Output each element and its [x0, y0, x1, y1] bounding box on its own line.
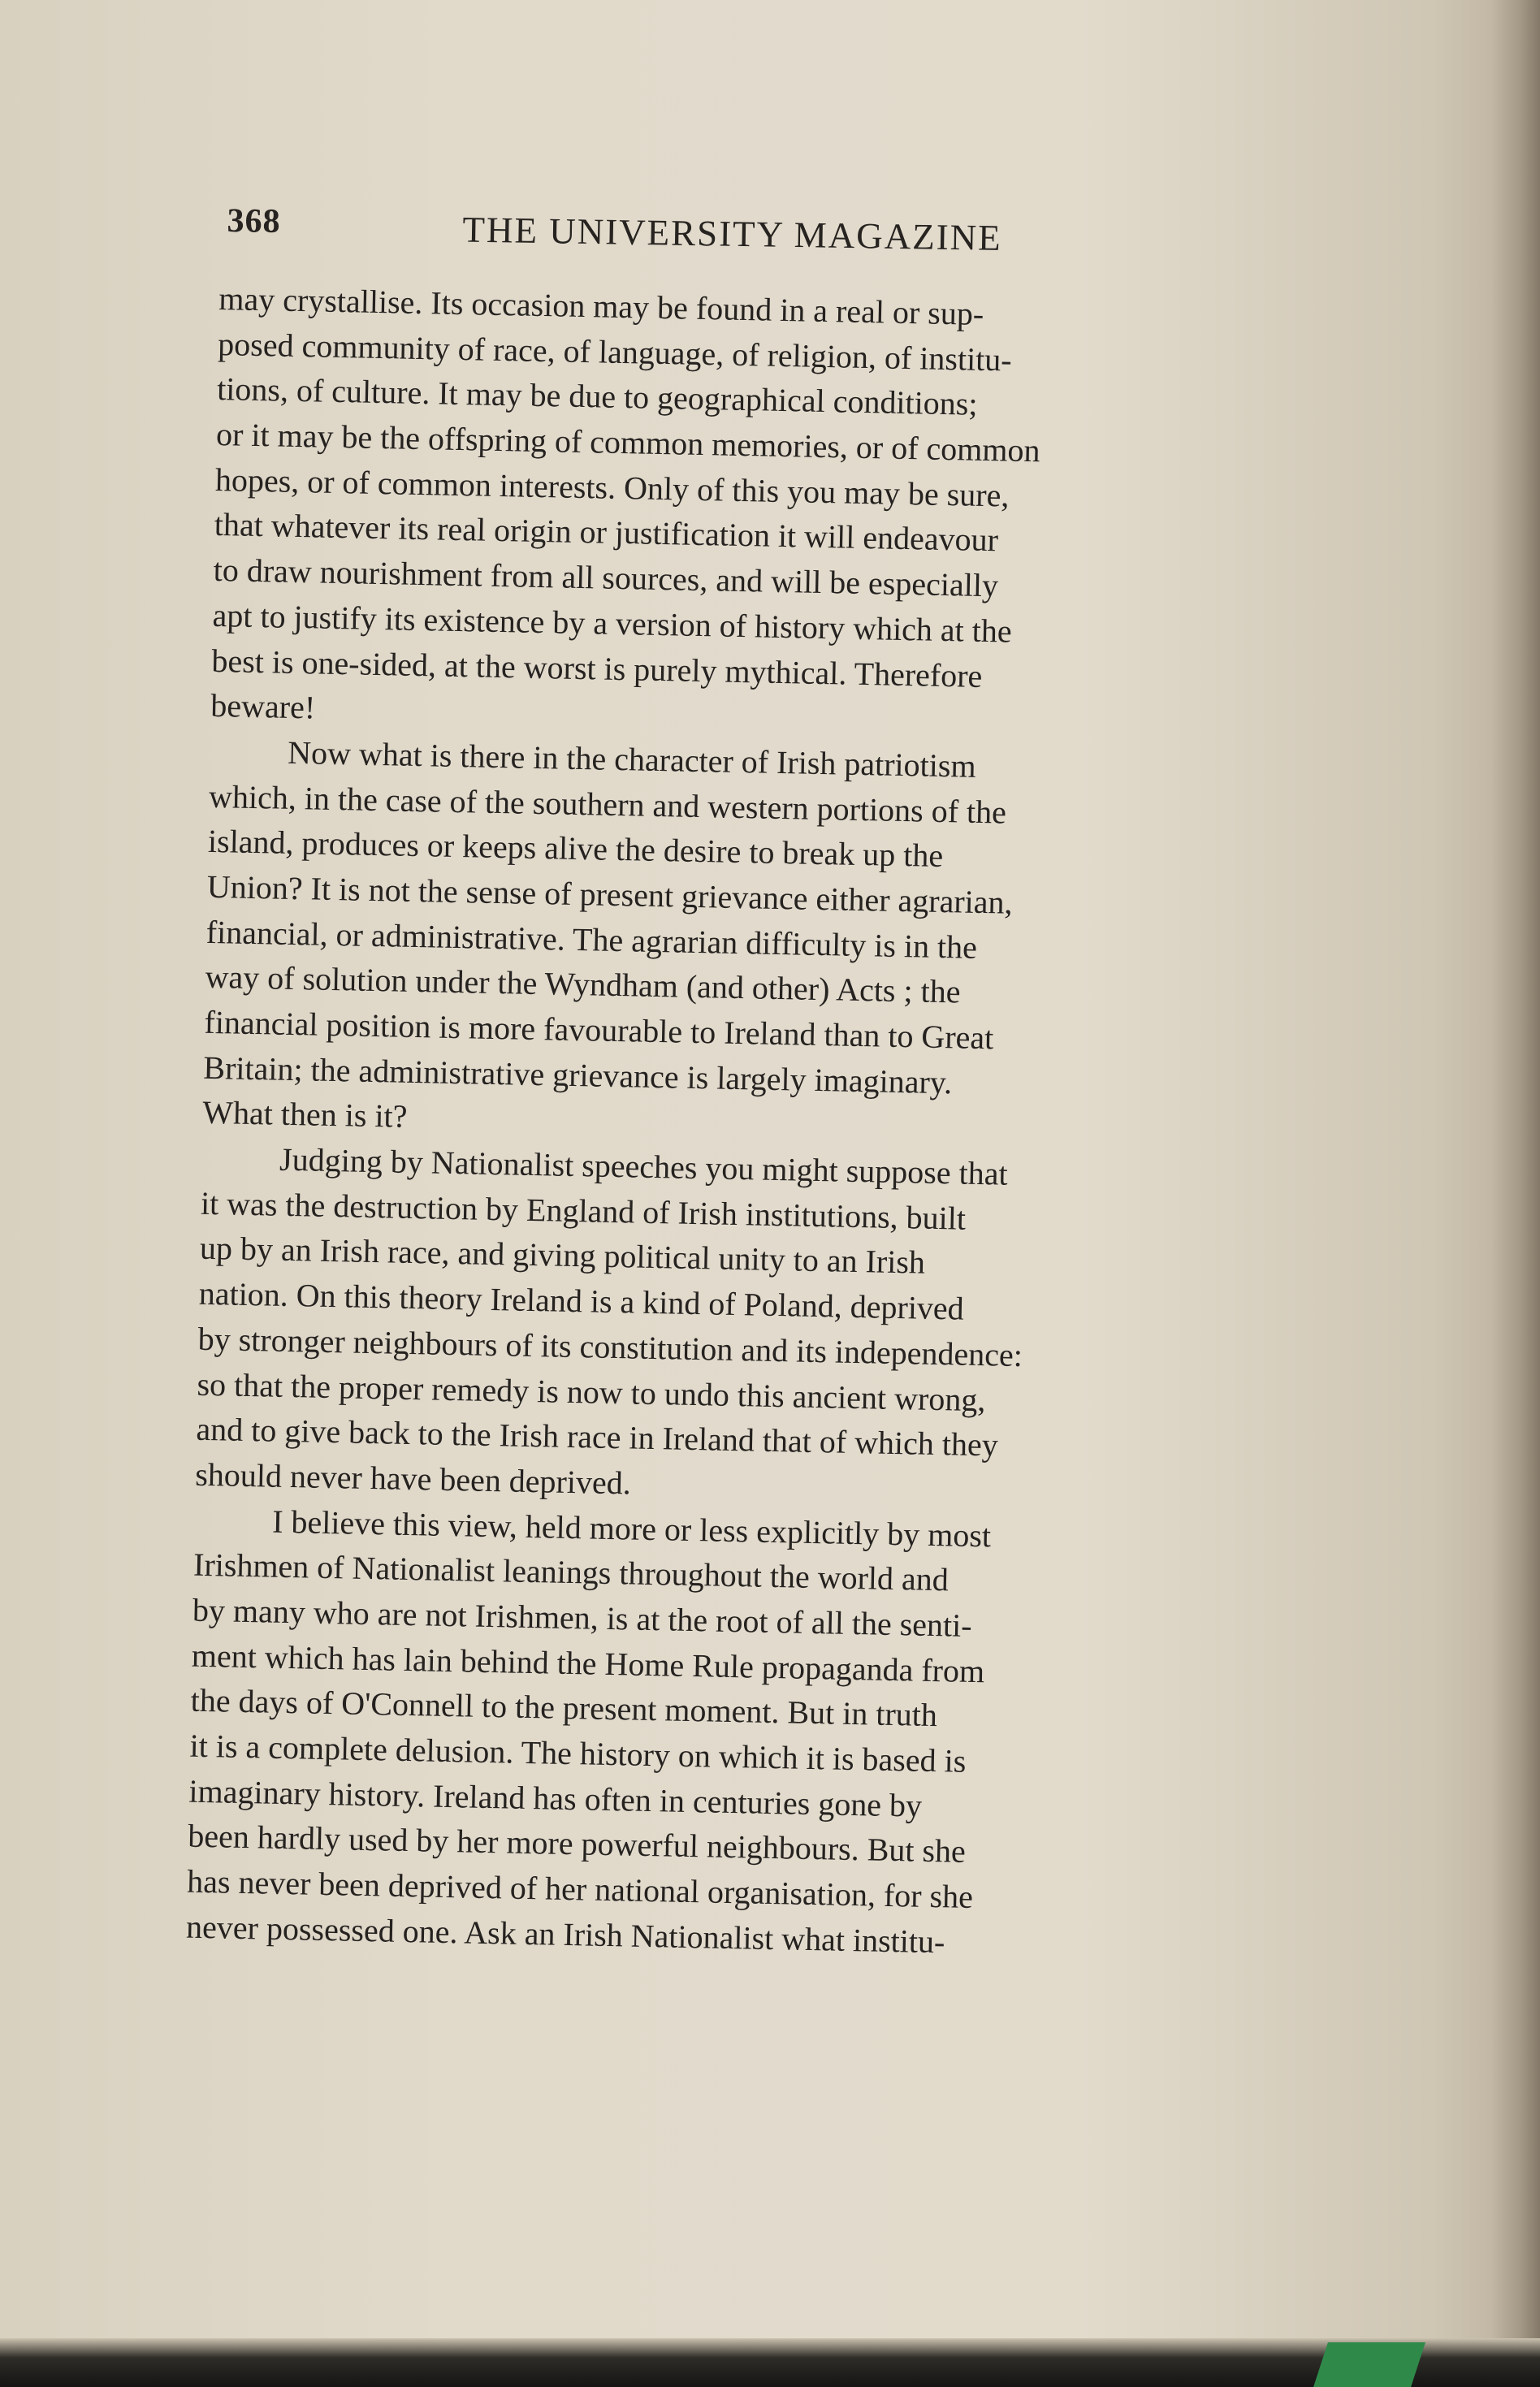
- paragraph-first-line: Judging by Nationalist speeches you might suppose that: [279, 1140, 1009, 1192]
- text-line: which, in the case of the southern and western portions of the: [208, 777, 1007, 831]
- text-line: up by an Irish race, and giving political unity to an Irish: [199, 1230, 926, 1282]
- text-line: tions, of culture. It may be due to geographical conditions;: [216, 370, 978, 423]
- paragraph-first-line: Now what is there in the character of Irish patriotism: [287, 733, 977, 785]
- text-line: the days of O'Connell to the present moment. But in truth: [190, 1681, 938, 1734]
- page-number: 368: [227, 201, 281, 241]
- text-line: that whatever its real origin or justification it will endeavour: [214, 506, 999, 559]
- text-line: best is one-sided, at the worst is purely mythical. Therefore: [211, 642, 983, 694]
- text-line: hopes, or of common interests. Only of this you may be sure,: [214, 461, 1010, 514]
- text-line: What then is it?: [201, 1094, 408, 1135]
- text-line: imaginary history. Ireland has often in centuries gone by: [188, 1772, 923, 1824]
- text-line: so that the proper remedy is now to undo this ancient wrong,: [197, 1365, 986, 1418]
- text-line: apt to justify its existence by a version of history which at the: [212, 596, 1013, 650]
- text-line: ment which has lain behind the Home Rule propaganda from: [191, 1637, 985, 1689]
- body-text: [186, 276, 1332, 1972]
- text-line: financial position is more favourable to Ireland than to Great: [204, 1003, 994, 1057]
- book-bottom-edge: [0, 2338, 1540, 2387]
- text-line: or it may be the offspring of common memories, or of common: [215, 416, 1040, 469]
- text-line: island, produces or keeps alive the desire to break up the: [207, 823, 944, 875]
- text-line: by stronger neighbours of its constitution and its independence:: [197, 1320, 1023, 1373]
- text-line: never possessed one. Ask an Irish Nationalist what institu-: [185, 1908, 945, 1961]
- text-line: Irishmen of Nationalist leanings throughout the world and: [192, 1546, 950, 1598]
- text-line: Britain; the administrative grievance is largely imaginary.: [202, 1049, 953, 1101]
- text-line: nation. On this theory Ireland is a kind of Poland, deprived: [198, 1274, 965, 1327]
- text-line: by many who are not Irishmen, is at the root of all the senti-: [192, 1591, 973, 1644]
- running-head: [227, 201, 1105, 267]
- page-gutter-shadow: [1491, 0, 1540, 2387]
- text-line: way of solution under the Wyndham (and other) Acts ; the: [205, 958, 961, 1010]
- green-bookmark-tab: [1313, 2342, 1425, 2387]
- text-line: Union? It is not the sense of present grievance either agrarian,: [206, 867, 1014, 921]
- text-line: been hardly used by her more powerful neighbours. But she: [187, 1817, 967, 1870]
- text-line: to draw nourishment from all sources, and will be especially: [213, 551, 999, 604]
- paragraph-first-line: I believe this view, held more or less explicitly by most: [271, 1503, 992, 1554]
- text-line: it is a complete delusion. The history on which it is based is: [189, 1727, 967, 1779]
- magazine-title: THE UNIVERSITY MAGAZINE: [462, 209, 1003, 258]
- text-line: has never been deprived of her national organisation, for she: [186, 1862, 974, 1916]
- text-line: financial, or administrative. The agrarian difficulty is in the: [205, 913, 978, 966]
- text-line: may crystallise. Its occasion may be found in a real or sup-: [218, 279, 984, 332]
- text-line: should never have been deprived.: [194, 1455, 632, 1502]
- text-line: and to give back to the Irish race in Ireland that of which they: [196, 1410, 999, 1464]
- text-line: it was the destruction by England of Irish institutions, built: [200, 1184, 967, 1237]
- text-line: posed community of race, of language, of religion, of institu-: [217, 325, 1013, 378]
- text-line: beware!: [210, 687, 316, 726]
